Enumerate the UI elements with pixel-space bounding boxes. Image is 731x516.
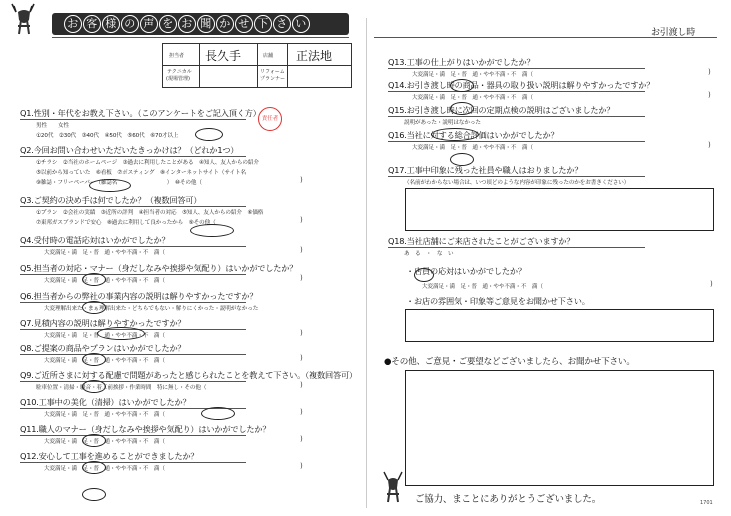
q6-option-line[interactable]: 大変理解出来た・まぁ理解出来た・どちらでもない・解りにくかった・説明がなかった	[44, 306, 259, 312]
answer-circle	[89, 179, 131, 192]
q18-option-line[interactable]: あ る ・ な い	[404, 251, 454, 257]
answer-circle	[201, 407, 235, 420]
title-char: 声	[140, 15, 158, 33]
q13-paren-close: )	[708, 68, 711, 76]
page-title	[64, 15, 311, 33]
title-char: せ	[235, 15, 253, 33]
q9-title: Q9.ご近所さまに対する配慮で問題があったと感じられたことを教えて下さい。（複数回答可）	[20, 370, 357, 380]
reform-label: リフォーム	[260, 69, 285, 75]
q4-option-line[interactable]: 大変満足・満 足・普 通・やや不満・不 満（	[44, 250, 165, 256]
q16-title-underline	[388, 141, 645, 142]
q16-paren-close: )	[708, 141, 711, 149]
answer-circle	[450, 153, 474, 166]
q3-title-underline	[20, 206, 246, 207]
q10-title: Q10.工事中の美化（清掃）はいかがでしたか？	[20, 397, 191, 407]
q16-title: Q16.当社に対する総合評価はいかがでしたか？	[388, 130, 559, 140]
q2-title-underline	[20, 156, 246, 157]
q8-title: Q8.ご提案の商品やプランはいかがでしたか？	[20, 343, 186, 353]
q11-title-underline	[20, 435, 246, 436]
staff-table	[162, 43, 352, 88]
q3-title: Q3.ご契約の決め手は何でしたか？（複数回答可）	[20, 195, 202, 205]
q18-sub1: ・店員の応対はいかがでしたか？	[406, 266, 526, 276]
store-label: 店舗	[263, 53, 274, 59]
q8-option-line[interactable]: 大変満足・満 足・普 通・やや不満・不 満（	[44, 358, 165, 364]
q4-title-underline	[20, 246, 246, 247]
answer-circle	[190, 224, 234, 237]
q2-option-line[interactable]: ①チラシ ②当社のホームページ ③過去に利用したことがある ④知人、友人からの紹介	[36, 160, 259, 166]
tanto-name: 長久手	[205, 49, 242, 63]
q8-paren-close: )	[300, 354, 303, 362]
answer-circle	[195, 128, 223, 141]
q17-answer-box[interactable]	[405, 188, 714, 231]
q18-title: Q18.当社店舗にご来店されたことがございますか？	[388, 236, 575, 246]
title-char: 様	[102, 15, 120, 33]
q13-option-line[interactable]: 大変満足・満 足・普 通・やや不満・不 満（	[412, 72, 533, 78]
answer-circle	[82, 273, 106, 286]
title-char: を	[159, 15, 177, 33]
answer-circle	[450, 79, 474, 92]
q18-title-underline	[388, 247, 645, 248]
title-char: 聞	[197, 15, 215, 33]
title-char: の	[121, 15, 139, 33]
other-comments-box[interactable]	[405, 370, 714, 486]
answer-circle	[431, 128, 479, 141]
q12-paren-close: )	[300, 462, 303, 470]
q1-option-line[interactable]: ①20代 ②30代 ③40代 ④50代 ⑤60代 ⑥70才以上	[36, 133, 179, 139]
q18-sub1-paren-close: )	[710, 280, 713, 288]
q7-title: Q7.見積内容の説明は解りやすかったですか？	[20, 318, 186, 328]
title-char: お	[178, 15, 196, 33]
thanks-message: ご協力、まことにありがとうございました。	[415, 494, 602, 505]
q7-paren-close: )	[300, 329, 303, 337]
q13-title: Q13.工事の仕上がりはいかがでしたか？	[388, 57, 535, 67]
answer-circle	[82, 301, 106, 314]
q13-title-underline	[388, 68, 645, 69]
q2-paren-close: )	[300, 176, 303, 184]
q9-option-line[interactable]: 駐車位置・清掃・騒音・着工前挨拶・作業時間 特に無し・その他（	[36, 385, 207, 391]
store-name: 正法地	[296, 49, 333, 63]
q6-title-underline	[20, 302, 246, 303]
q1-title: Q1.性別・年代をお教え下さい。（このアンケートをご記入頂く方）	[20, 108, 261, 118]
stamp-text: 責任者	[261, 116, 279, 122]
title-char: 客	[83, 15, 101, 33]
answer-circle	[450, 102, 474, 115]
q8-title-underline	[20, 354, 246, 355]
technical-label-sub: (現場管理)	[166, 76, 190, 82]
q3-option-line[interactable]: ①プラン ②会社の実績 ③近所の評判 ④担当者の対応 ⑤知人、友人からの紹介 ⑥価格	[36, 210, 264, 216]
q14-title: Q14.お引き渡し時の商品・器具の取り扱い説明は解りやすかったですか？	[388, 80, 655, 90]
q11-title: Q11.職人のマナー（身だしなみや挨拶や気配り）はいかがでしたか？	[20, 424, 271, 434]
q1-option-line[interactable]: 男性 女性	[36, 123, 69, 129]
q14-option-line[interactable]: 大変満足・満 足・普 通・やや不満・不 満（	[412, 95, 533, 101]
q17-title: Q17.工事中印象に残った社員や職人はおりましたか？	[388, 165, 583, 175]
q4-title: Q4.受付時の電話応対はいかがでしたか？	[20, 235, 170, 245]
q3-option-line[interactable]: ⑦東邦ガスブランドで安心 ⑧過去に利用して良かったから ⑨その他（	[36, 220, 216, 226]
q2-option-line[interactable]: ⑨雑誌・フリーペーパー（雑誌名 ） ⑩その他（	[36, 180, 202, 186]
answer-circle	[414, 268, 434, 282]
form-code: 1701	[700, 500, 713, 506]
q2-title: Q2.今回お問い合わせいただいたきっかけは？（どれか1つ）	[20, 145, 239, 155]
q3-paren-close: )	[300, 216, 303, 224]
q18-answer-box[interactable]	[405, 309, 714, 342]
deer-logo-bottom	[380, 470, 406, 504]
q15-title: Q15.お引き渡し時に次回の定期点検の説明はございましたか？	[388, 105, 615, 115]
q9-title-underline	[20, 381, 246, 382]
technical-label: テクニカル	[167, 69, 192, 75]
q12-option-line[interactable]: 大変満足・満 足・普 通・やや不満・不 満（	[44, 466, 165, 472]
answer-circle	[82, 434, 106, 447]
q5-title: Q5.担当者の対応・マナー（身だしなみや挨拶や気配り）はいかがでしたか？	[20, 263, 298, 273]
q2-option-line[interactable]: ⑤以前から知っていた ⑥看板 ⑦ポスティング ⑧インターネットサイト（サイト名	[36, 170, 246, 176]
answer-circle	[97, 327, 145, 340]
q7-option-line[interactable]: 大変満足・満 足・普 通・やや不満・不 満（	[44, 333, 165, 339]
q4-paren-close: )	[300, 246, 303, 254]
q10-option-line[interactable]: 大変満足・満 足・普 通・やや不満・不 満（	[44, 412, 165, 418]
q15-title-underline	[388, 116, 645, 117]
answer-circle	[82, 380, 106, 393]
q9-paren-close: )	[300, 381, 303, 389]
q16-option-line[interactable]: 大変満足・満 足・普 通・やや不満・不 満（	[412, 145, 533, 151]
q17-title-underline	[388, 176, 645, 177]
q5-paren-close: )	[300, 274, 303, 282]
q1-title-underline	[20, 119, 246, 120]
header-underline	[52, 37, 349, 38]
title-char: 下	[254, 15, 272, 33]
other-comments-title: ●その他、ご意見・ご要望などございましたら、お聞かせ下さい。	[384, 357, 635, 367]
title-char: い	[292, 15, 310, 33]
tanto-label: 担当者	[169, 53, 185, 59]
q5-title-underline	[20, 274, 246, 275]
answer-circle	[82, 488, 106, 501]
page-fold	[366, 18, 367, 508]
q5-option-line[interactable]: 大変満足・満 足・普 通・やや不満・不 満（	[44, 278, 165, 284]
q18-sub1-scale[interactable]: 大変満足・満 足・普 通・やや不満・不 満（	[422, 284, 543, 290]
q12-title-underline	[20, 462, 246, 463]
q6-title: Q6.担当者からの弊社の事業内容の説明は解りやすかったですか？	[20, 291, 258, 301]
q14-title-underline	[388, 91, 645, 92]
title-char: か	[216, 15, 234, 33]
reform-label-sub: プランナー	[260, 76, 286, 82]
q15-option-line[interactable]: 説明があった・説明はなかった	[404, 120, 481, 126]
title-char: お	[64, 15, 82, 33]
right-header-title: お引渡し時	[651, 28, 696, 38]
q14-paren-close: )	[708, 91, 711, 99]
answer-circle	[82, 353, 106, 366]
approval-stamp	[258, 107, 282, 131]
q10-paren-close: )	[300, 408, 303, 416]
q11-option-line[interactable]: 大変満足・満 足・普 通・やや不満・不 満（	[44, 439, 165, 445]
answer-circle	[82, 461, 106, 474]
q11-paren-close: )	[300, 435, 303, 443]
title-char: さ	[273, 15, 291, 33]
q18-sub2: ・お店の雰囲気・印象等ご意見をお聞かせ下さい。	[406, 296, 590, 306]
deer-logo-left	[4, 2, 44, 36]
q12-title: Q12.安心して工事を進めることができましたか？	[20, 451, 199, 461]
q17-option-line[interactable]: （名前がわからない場合は、いつ頃どのような内容が印象に残ったのかをお書きください）	[404, 180, 630, 186]
